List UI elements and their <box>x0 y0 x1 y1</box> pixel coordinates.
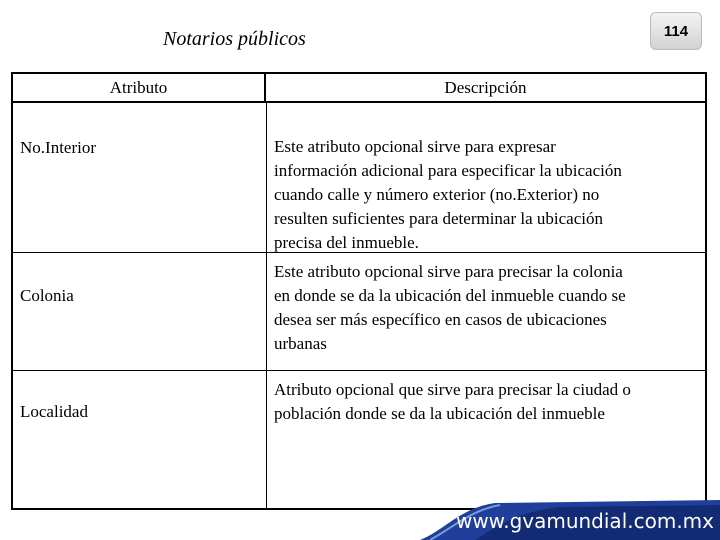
column-header-attribute: Atributo <box>13 74 266 103</box>
attribute-name-localidad: Localidad <box>20 402 88 421</box>
column-divider <box>266 103 267 508</box>
page-number-badge: 114 <box>650 12 702 50</box>
attribute-description-colonia <box>274 260 702 356</box>
description-line: información adicional para especificar la ubicación <box>274 161 622 180</box>
description-line: Atributo opcional que sirve para precisar la ciudad o <box>274 380 631 399</box>
column-header-description: Descripción <box>266 74 705 103</box>
description-line: desea ser más específico en casos de ubicaciones <box>274 310 607 329</box>
description-line: en donde se da la ubicación del inmueble cuando se <box>274 286 626 305</box>
page-title: Notarios públicos <box>163 28 306 50</box>
description-line: precisa del inmueble. <box>274 233 419 252</box>
attribute-name-nointerior: No.Interior <box>20 138 97 157</box>
attribute-name-colonia: Colonia <box>20 286 74 305</box>
description-line: población donde se da la ubicación del inmueble <box>274 404 605 423</box>
description-line: resulten suficientes para determinar la ubicación <box>274 209 603 228</box>
row-divider <box>13 370 705 371</box>
footer-banner <box>420 500 720 540</box>
description-line: urbanas <box>274 334 327 353</box>
description-line: cuando calle y número exterior (no.Exterior) no <box>274 185 600 204</box>
description-line: Este atributo opcional sirve para precisar la colonia <box>274 262 623 281</box>
website-url: www.gvamundial.com.mx <box>455 509 714 533</box>
attribute-description-nointerior <box>274 135 702 255</box>
description-line: Este atributo opcional sirve para expresar <box>274 137 556 156</box>
attribute-description-localidad <box>274 378 702 426</box>
attribute-table <box>11 72 707 510</box>
